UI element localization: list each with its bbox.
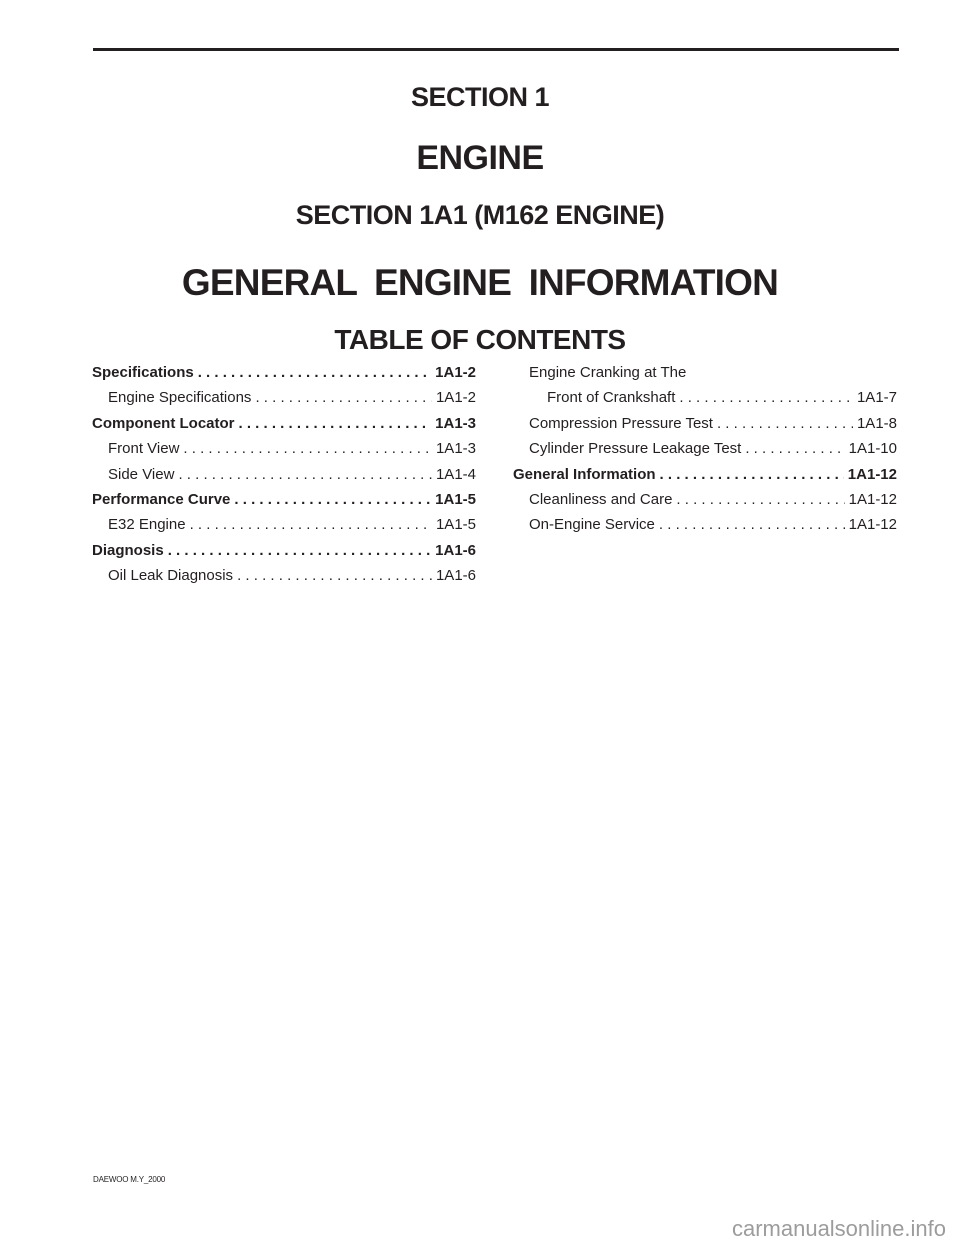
toc-entry[interactable] [92,364,476,389]
toc-entry-label: Oil Leak Diagnosis [108,567,234,585]
toc-entry-label: Performance Curve [92,490,231,508]
toc-entry-label: Specifications [92,364,194,381]
toc-entry-page: 1A1-2 [435,364,476,381]
toc-entry[interactable] [513,440,897,465]
toc-entry-page: 1A1-10 [848,440,897,458]
dot-leader [745,440,844,457]
dot-leader [198,364,431,381]
dot-leader [178,466,432,483]
toc-entry-page: 1A1-12 [848,490,897,508]
toc-left-column [92,364,476,593]
toc-entry-page: 1A1-3 [435,414,476,432]
dot-leader [659,516,845,533]
section-number: SECTION 1 [410,82,550,112]
toc-entry[interactable] [92,567,476,592]
dot-leader [255,389,432,406]
toc-entry-label: Front of Crankshaft [547,389,676,407]
toc-entry-label: E32 Engine [108,516,186,534]
toc-entry[interactable] [92,440,476,465]
dot-leader [183,440,432,457]
toc-entry[interactable] [92,516,476,541]
top-rule [93,48,899,51]
dot-leader [190,516,432,533]
toc-entry-page: 1A1-7 [856,389,897,407]
dot-leader [168,542,431,559]
toc-entry[interactable] [92,542,476,567]
toc-entry-label: Side View [108,465,175,483]
toc-entry[interactable] [92,389,476,414]
toc-entry-label: Diagnosis [92,541,164,559]
toc-entry-page: 1A1-6 [435,567,476,585]
toc-entry-page: 1A1-5 [435,490,476,508]
toc-entry-label: Engine Specifications [108,389,252,407]
toc-entry[interactable] [513,466,897,491]
toc-entry-label: Cleanliness and Care [529,490,673,508]
toc-entry[interactable] [513,389,897,414]
toc-entry-page: 1A1-4 [435,465,476,483]
watermark: carmanualsonline.info [731,1216,946,1241]
toc-entry[interactable] [513,415,897,440]
toc-entry[interactable] [513,364,897,389]
toc-entry-label: Front View [108,440,180,458]
dot-leader [676,491,844,508]
toc-entry-page: 1A1-5 [435,516,476,534]
toc-entry-page: 1A1-2 [435,389,476,407]
section-title: ENGINE [416,139,544,177]
toc-entry-page: 1A1-12 [848,516,897,534]
toc-entry-page: 1A1-8 [856,414,897,432]
toc-entry-page: 1A1-3 [435,440,476,458]
toc-entry[interactable] [513,491,897,516]
dot-leader [717,415,853,432]
document-code: DAEWOO M.Y_2000 [93,1175,166,1184]
toc-entry-label: Engine Cranking at The [529,364,687,381]
toc-entry-label: Compression Pressure Test [529,414,713,432]
toc-entry-page: 1A1-12 [847,465,897,483]
toc-entry-label: On-Engine Service [529,516,655,534]
dot-leader [679,389,853,406]
dot-leader [234,491,431,508]
subsection-title: SECTION 1A1 (M162 ENGINE) [295,200,665,230]
toc-entry[interactable] [92,466,476,491]
chapter-title: GENERAL ENGINE INFORMATION [181,262,779,303]
toc-entry-label: General Information [513,465,656,483]
toc-entry-label: Component Locator [92,414,235,432]
toc-entry-label: Cylinder Pressure Leakage Test [529,440,742,458]
toc-entry[interactable] [92,491,476,516]
toc-heading: TABLE OF CONTENTS [334,324,626,355]
dot-leader [239,415,432,432]
dot-leader [660,466,844,483]
toc-entry[interactable] [513,516,897,541]
toc-right-column [513,364,897,542]
toc-entry[interactable] [92,415,476,440]
toc-entry-page: 1A1-6 [435,541,476,559]
dot-leader [237,567,432,584]
